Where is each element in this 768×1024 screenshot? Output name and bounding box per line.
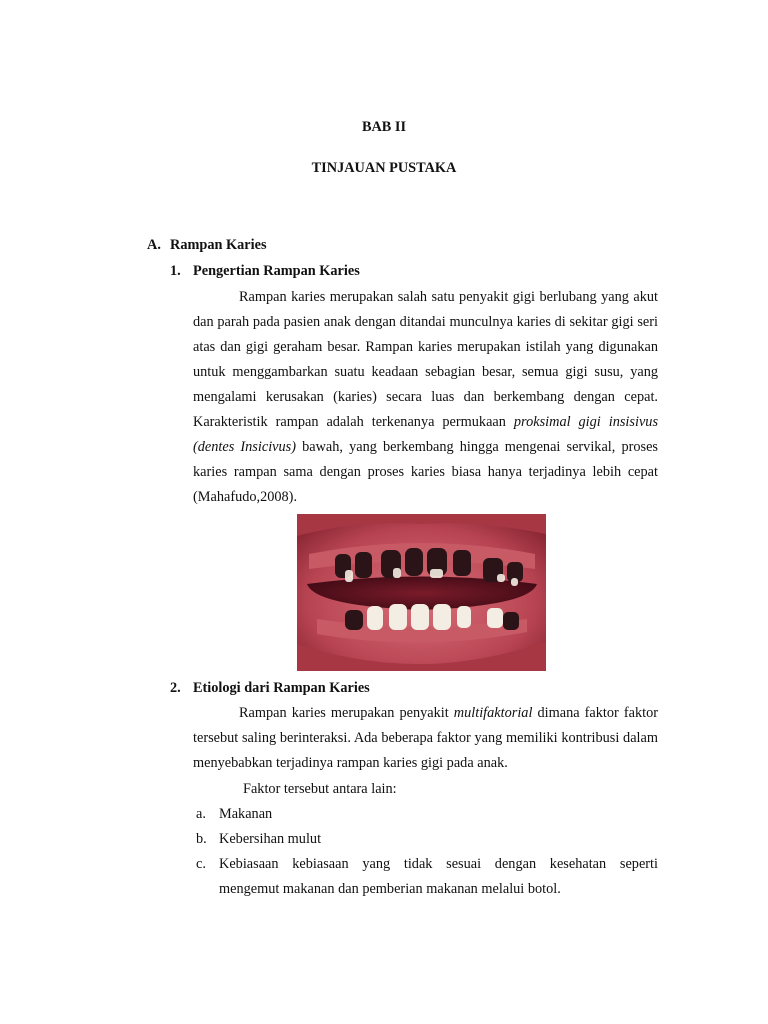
chapter-heading: BAB II [361, 119, 407, 135]
paragraph-pengertian [193, 285, 658, 510]
section-a-marker: A. [147, 237, 161, 253]
pengertian-italic-term: proksimal gigi insisivus (dentes Insicivus) [193, 414, 659, 455]
etiologi-italic-term: multifaktorial [453, 705, 533, 721]
list-intro: Faktor tersebut antara lain: [243, 781, 397, 797]
subsection-1-title: Pengertian Rampan Karies [193, 263, 360, 279]
subsection-2-title: Etiologi dari Rampan Karies [193, 680, 370, 696]
section-a-title: Rampan Karies [170, 237, 267, 253]
list-item-marker: c. [196, 856, 206, 872]
pengertian-text-part-1: Rampan karies merupakan salah satu penyakit gigi berlubang yang akut dan parah pada pasien anak dengan ditandai munculnya karies di sekitar gigi seri atas dan gigi geraham besar. Rampan karies merupakan istilah yang digunakan untuk menggambarkan suatu keadaan sebagian besar, semua gigi susu, yang mengalami kerusakan (karies) secara luas dan berkembang dengan cepat. Karakteristik rampan adalah terkenanya permukaan [193, 289, 658, 430]
chapter-title: TINJAUAN PUSTAKA [311, 160, 457, 176]
list-item-kebiasaan-line-1: Kebiasaan kebiasaan yang tidak sesuai dengan kesehatan seperti [219, 856, 658, 872]
list-item-kebersihan: Kebersihan mulut [219, 831, 322, 847]
paragraph-pengertian-text [193, 285, 658, 510]
subsection-2-marker: 2. [170, 680, 181, 696]
rampant-caries-photo [297, 514, 546, 671]
etiologi-text-part-2: dimana faktor faktor tersebut saling berinteraksi. Ada beberapa faktor yang memiliki kontribusi dalam menyebabkan terjadinya rampan karies gigi pada anak. [193, 705, 658, 771]
paragraph-etiologi [193, 701, 658, 776]
paragraph-etiologi-text [193, 701, 658, 776]
list-item-makanan: Makanan [219, 806, 273, 822]
list-item-marker: a. [196, 806, 206, 822]
list-item-kebiasaan-line-2: mengemut makanan dan pemberian makanan melalui botol. [219, 881, 561, 897]
pengertian-text-part-2: bawah, yang berkembang hingga mengenai servikal, proses karies rampan sama dengan proses karies biasa hanya terjadinya lebih cepat (Mahafudo,2008). [193, 439, 658, 505]
etiologi-text-part-1: Rampan karies merupakan penyakit [239, 705, 454, 721]
mouth-illustration [297, 514, 546, 671]
subsection-1-marker: 1. [170, 263, 181, 279]
list-item-marker: b. [196, 831, 207, 847]
